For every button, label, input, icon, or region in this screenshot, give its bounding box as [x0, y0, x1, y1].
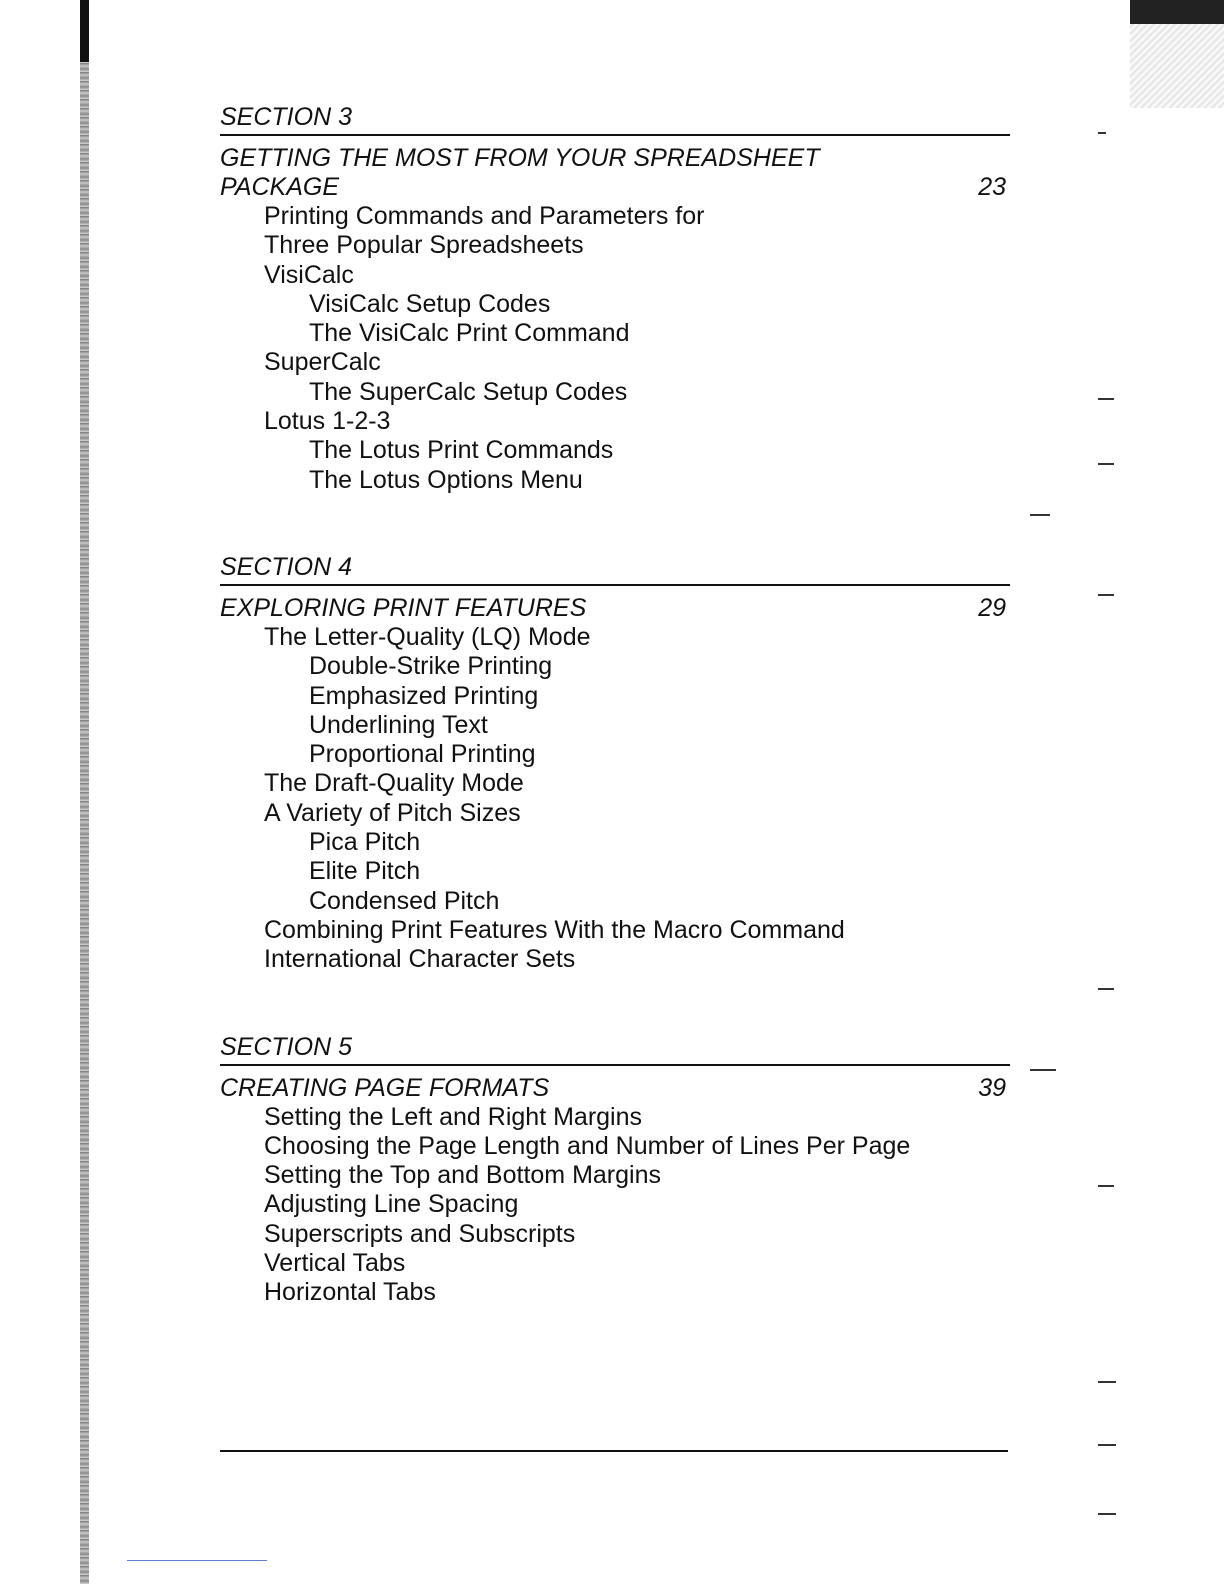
section-heading [220, 594, 1010, 623]
toc-entry: Vertical Tabs [264, 1249, 406, 1278]
toc-entry: The Letter-Quality (LQ) Mode [264, 622, 591, 651]
margin-tick [1098, 463, 1114, 465]
margin-tick [1098, 1381, 1116, 1383]
toc-entry: Adjusting Line Spacing [264, 1190, 519, 1219]
toc-subentry: Condensed Pitch [309, 886, 500, 915]
section-page-number: 23 [978, 173, 1006, 201]
section-title: GETTING THE MOST FROM YOUR SPREADSHEET PACKAGE [220, 144, 820, 201]
toc-subentry: Emphasized Printing [309, 681, 539, 710]
margin-tick [1098, 1444, 1116, 1446]
toc-entry: SuperCalc [264, 348, 381, 377]
scan-corner-mark [1130, 0, 1224, 24]
margin-tick [1098, 988, 1114, 990]
scan-corner-noise [1130, 24, 1224, 108]
toc-entry: Printing Commands and Parameters for [264, 202, 705, 230]
toc-entry: Setting the Top and Bottom Margins [264, 1161, 661, 1190]
margin-tick [1098, 398, 1114, 400]
margin-tick [1098, 1185, 1114, 1187]
toc-entry: Choosing the Page Length and Number of Lines Per Page [264, 1131, 911, 1160]
toc-subentry: VisiCalc Setup Codes [309, 289, 551, 318]
toc-subentry: The VisiCalc Print Command [309, 319, 630, 348]
toc-subentry: Underlining Text [309, 710, 488, 739]
margin-tick [1098, 1513, 1116, 1515]
toc-section-4 [220, 552, 1010, 975]
margin-tick [1030, 514, 1050, 516]
section-title: CREATING PAGE FORMATS [220, 1073, 550, 1102]
toc-entry: VisiCalc [264, 260, 354, 289]
toc-entry: A Variety of Pitch Sizes [264, 798, 521, 827]
toc-subentry: Double-Strike Printing [309, 652, 553, 681]
toc-entry: Setting the Left and Right Margins [264, 1102, 643, 1131]
toc-entry: Horizontal Tabs [264, 1278, 436, 1307]
toc-entry: Combining Print Features With the Macro Command [264, 915, 845, 944]
toc-subentry: Proportional Printing [309, 740, 536, 769]
bottom-rule [220, 1450, 1008, 1452]
toc-subentry: The Lotus Options Menu [309, 465, 583, 494]
margin-tick [1098, 132, 1106, 134]
toc-subentry: The Lotus Print Commands [309, 436, 614, 465]
section-page-number: 29 [978, 593, 1006, 622]
scan-top-bar [80, 0, 89, 62]
section-label: SECTION 4 [220, 555, 1010, 586]
section-heading [220, 1074, 1010, 1103]
toc-entry: Superscripts and Subscripts [264, 1219, 576, 1248]
toc-section-3 [220, 105, 1010, 495]
margin-tick [1030, 1069, 1056, 1071]
toc-entry: Three Popular Spreadsheets [264, 231, 584, 260]
section-heading [220, 144, 1010, 202]
toc-subentry: Elite Pitch [309, 857, 421, 886]
table-of-contents [220, 105, 1010, 1308]
toc-entry: International Character Sets [264, 945, 576, 974]
scan-blue-line [127, 1560, 267, 1561]
section-page-number: 39 [978, 1073, 1006, 1102]
toc-entry: Lotus 1-2-3 [264, 407, 391, 436]
section-label: SECTION 5 [220, 1035, 1010, 1066]
scan-left-edge [80, 0, 89, 1584]
toc-entry: The Draft-Quality Mode [264, 769, 524, 798]
section-label: SECTION 3 [220, 105, 1010, 136]
section-title: EXPLORING PRINT FEATURES [220, 593, 587, 622]
toc-subentry: The SuperCalc Setup Codes [309, 377, 628, 406]
toc-section-5 [220, 1032, 1010, 1308]
margin-tick [1098, 594, 1114, 596]
toc-subentry: Pica Pitch [309, 828, 421, 857]
